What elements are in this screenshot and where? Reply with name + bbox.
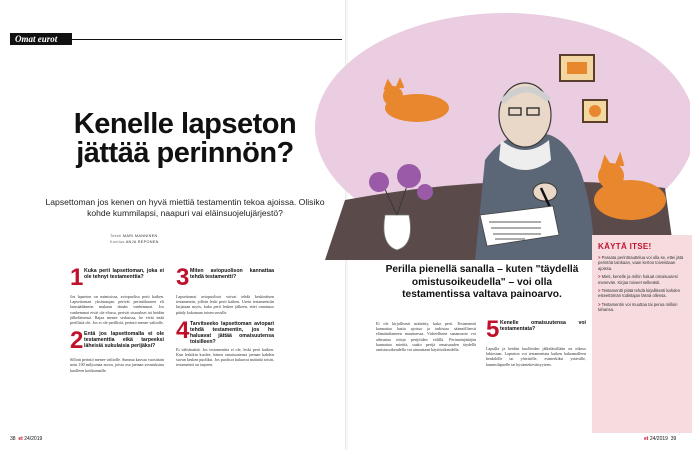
text-column-4 — [486, 316, 586, 367]
text-column-1 — [70, 264, 164, 373]
question-body: Lapsilla ja heidän kuolleiden jälkeläisillään on oikeus lakiosaan. Lapseton voi testamentata kaiken haluamalleen henkilölle tai yhteisölle, esimerkiksi ystävälle, kummilapselle tai hyväntekeväisyyteen. — [486, 346, 586, 367]
question-body: Lapsettomat aviopuolisot voivat tehdä keskinäisen testamentin, jolloin leski perii kaiken. Usein testamenttiin kirjataan myös, kuka perii lesken jälkeen, ettei omaisuus päädy kokonaan toisen suvulle. — [176, 294, 274, 315]
section-rule — [72, 39, 342, 40]
question-title: Kuka perii lapsettoman, joka ei ole tehnyt testamenttia? — [84, 268, 164, 280]
arrow-icon: > — [598, 288, 602, 294]
question-block — [70, 327, 164, 355]
framed-cat-icon — [589, 105, 601, 117]
question-body: Silloin perintö menee valtiolle. Summa kasvaa vuosittain noin 100 miljoonaa euroa, joista osa jaetaan avustuksina kuolleen kotikunnalle. — [70, 357, 164, 373]
credit-text: Teksti MARI MANNINEN — [110, 234, 158, 238]
article-lead: Lapsettoman jos kenen on hyvä miettiä testamentin tekoa ajoissa. Olisiko kohde kummilapsi, naapuri vai eläinsuojelujärjestö? — [45, 197, 325, 218]
question-body: Ei välttämättä. Jos testamenttia ei ole, leski perii kaiken. Kun leskikin kuolee, hänen omaisuutensa jaetaan kahden suvun kesken puoliksi. Jos puolisot haluavat määrätä toisin, testamentti on tarpeen. — [176, 346, 274, 368]
question-block — [70, 264, 164, 292]
question-body: Jos lapseton on naimisissa, aviopuoliso perii kaiken. Lapsettoman yksinasujan perivät perintökaaren eli lainsäädännön mukaan tämän vanhemmat. Jos vanhemmat eivät ole elossa, perivät sisarukset tai heidän jälkeläisensä. Rajaa menee serkuissa, he eivät enää perillisiä ole. Jos ei ole perillisiä, perintö menee valtiolle. — [70, 294, 164, 326]
question-title: Kenelle omaisuutensa voi testamentata? — [500, 320, 586, 332]
question-number: 1 — [70, 264, 84, 291]
arrow-icon: > — [598, 255, 602, 260]
question-number: 3 — [176, 264, 190, 291]
article-illustration — [305, 10, 690, 260]
section-tag: Omat eurot — [10, 33, 72, 45]
question-block — [486, 316, 586, 344]
question-title: Entä jos lapsettomalla ei ole testamenttia eikä tarpeeksi läheisiä sukulaisia perijäksi? — [84, 331, 164, 350]
flower-icon — [397, 164, 421, 188]
arrow-icon: > — [598, 301, 602, 307]
text-column-3 — [376, 320, 476, 352]
page-number-left: 38 et 24/2019 — [10, 436, 43, 442]
flower-icon — [417, 184, 433, 200]
text-column-2 — [176, 264, 274, 368]
question-title: Tarvitseeko lapsettoman aviopari tehdä testamentin, jos he haluavat jättää omaisuutensa toisilleen? — [190, 320, 274, 345]
question-number: 5 — [486, 316, 500, 343]
framed-cat-icon — [567, 62, 587, 74]
article-credits — [110, 233, 260, 245]
left-page — [0, 0, 346, 450]
body-paragraph: Ei ole kirjallisesti määrätty, kuka perii. Testamentti kannattaa laatia ajoissa ja tarkistaa säännöllisesti elämäntilanteen muuttuessa. Virheellinen sanamuoto voi aiheuttaa riitoja perijöiden välillä. Perinnönjättäjän kannattaa miettiä, saako perijä omaisuuden täydellä omistusoikeudella vai ainoastaan käyttöoikeudella. — [376, 321, 476, 353]
question-title: Miten aviopuolison kannattaa tehdä testamentti? — [190, 268, 274, 280]
question-block — [176, 264, 274, 292]
credit-illustration: Kuvitus ANJA REPONEN — [110, 240, 159, 244]
pull-quote: Perilla pienellä sanalla – kuten "täydellä omistusoikeudella" – voi olla testamentissa valtava painoarvo. — [385, 264, 579, 300]
page-number-right: et 24/2019 39 — [644, 436, 677, 442]
article-headline: Kenelle lapseton jättää perinnön? — [73, 108, 297, 169]
tips-sidebar — [592, 235, 692, 433]
sidebar-tip: > Testamentin voi muuttaa tai perua milloin tahansa. — [598, 301, 678, 313]
sidebar-title: KÄYTÄ ITSE! — [598, 242, 652, 251]
sidebar-tip: > Paraata perintöauttelua voi olla se, ettei jätä perintöä lainkaan, vaan kertoo toiveistaan ajoissa. — [598, 255, 684, 271]
question-block — [176, 316, 274, 345]
flower-icon — [369, 172, 389, 192]
question-number: 4 — [176, 316, 190, 344]
sidebar-tip: > Mieti, kenelle ja mihin haluat omaisuutesi menevän. Kirjaa toiveet selkeästi. — [598, 274, 678, 285]
sidebar-tip: > Testamentti pitää tehdä kirjallisesti kahden esteettömän todistajan läsnä ollessa. — [598, 288, 681, 299]
question-number: 2 — [70, 327, 84, 355]
arrow-icon: > — [598, 274, 602, 280]
